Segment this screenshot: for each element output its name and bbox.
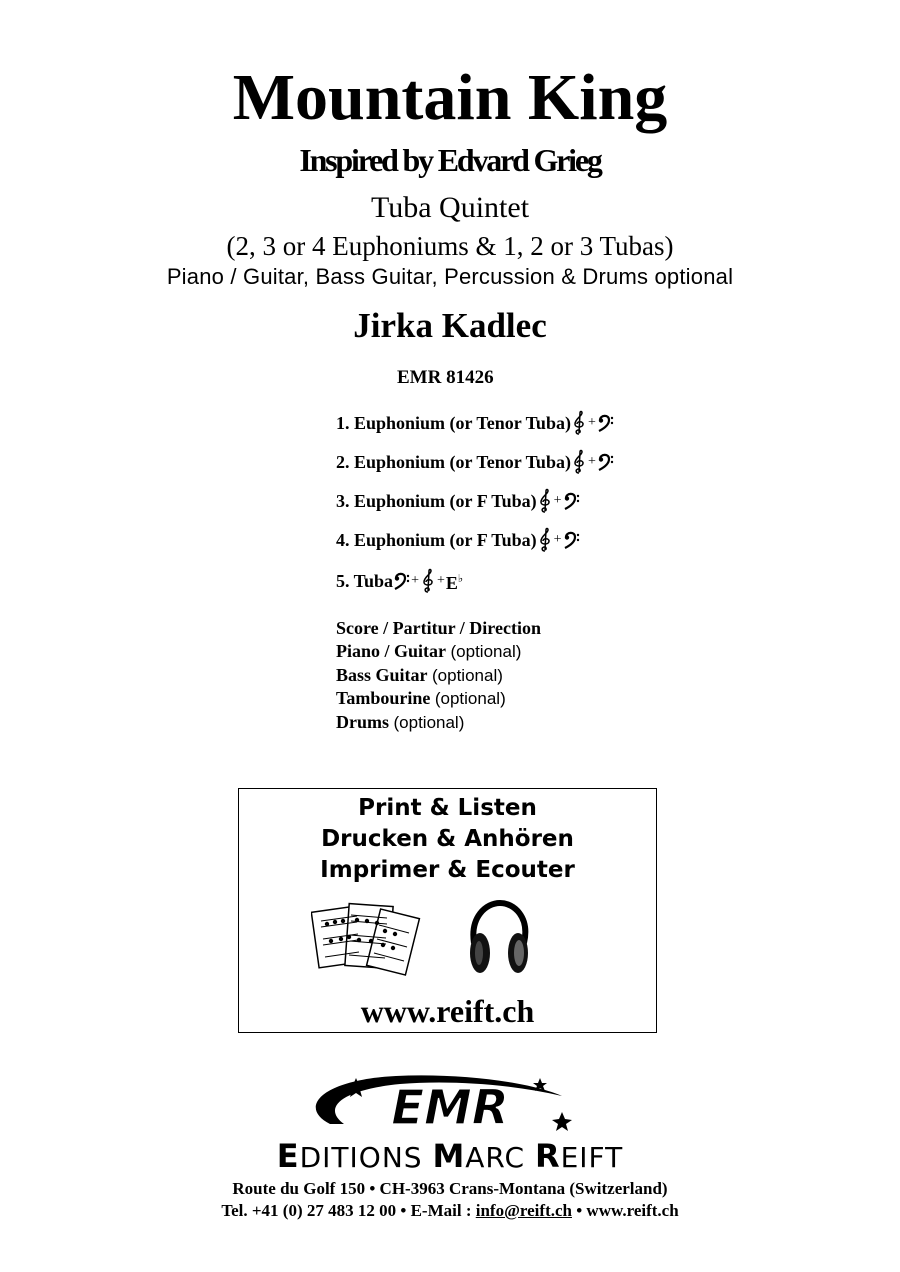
e-flat-letter: E	[445, 573, 458, 593]
bass-clef-icon	[393, 571, 410, 591]
contact-suffix: • www.reift.ch	[571, 1201, 679, 1220]
publisher-initial: M	[432, 1137, 466, 1175]
extras-list	[336, 617, 756, 735]
ensemble: Tuba Quintet	[370, 191, 530, 224]
email-link[interactable]: info@reift.ch	[475, 1201, 572, 1220]
extra-note: (optional)	[432, 665, 503, 685]
treble-clef-icon	[537, 527, 553, 553]
part-item	[336, 449, 614, 475]
extra-label: Score / Partitur / Direction	[336, 618, 541, 638]
plus-sign: +	[436, 573, 445, 588]
part-label: 1. Euphonium (or Tenor Tuba)	[336, 413, 571, 433]
treble-clef-icon	[571, 410, 587, 436]
extra-label: Piano / Guitar	[336, 640, 447, 661]
catalog-number: EMR 81426	[397, 367, 494, 388]
extra-item	[336, 617, 756, 640]
instrumentation: (2, 3 or 4 Euphoniums & 1, 2 or 3 Tubas)	[226, 231, 674, 261]
extra-label: Drums	[336, 712, 389, 733]
publisher-contact	[0, 1200, 900, 1222]
extra-note: (optional)	[393, 713, 465, 733]
composer: Jirka Kadlec	[353, 306, 547, 345]
flat-sign: ♭	[457, 573, 464, 585]
promo-line-french: Imprimer & Ecouter	[320, 857, 575, 883]
optional-instruments: Piano / Guitar, Bass Guitar, Percussion & Drums optional	[166, 264, 734, 289]
treble-clef-icon	[571, 449, 587, 475]
logo-text: EMR	[391, 1080, 509, 1136]
part-label: 5. Tuba	[336, 571, 394, 591]
title: Mountain King	[232, 61, 668, 134]
extra-label: Bass Guitar	[336, 664, 428, 685]
extra-item	[336, 711, 756, 735]
part-label: 3. Euphonium (or F Tuba)	[336, 491, 537, 511]
part-item	[336, 488, 580, 514]
part-label: 2. Euphonium (or Tenor Tuba)	[336, 452, 571, 472]
plus-sign: +	[587, 415, 596, 430]
emr-logo	[300, 1074, 600, 1140]
publisher-address: Route du Golf 150 • CH-3963 Crans-Montana (Switzerland)	[232, 1179, 668, 1198]
plus-sign: +	[553, 532, 562, 547]
publisher-name	[0, 1137, 900, 1175]
bass-clef-icon	[597, 413, 614, 433]
plus-sign: +	[587, 454, 596, 469]
subtitle: Inspired by Edvard Grieg	[299, 142, 601, 178]
publisher-word: DITIONS	[299, 1141, 433, 1174]
promo-url[interactable]: www.reift.ch	[360, 993, 535, 1029]
part-label: 4. Euphonium (or F Tuba)	[336, 530, 537, 550]
promo-line-english: Print & Listen	[358, 795, 537, 821]
part-item	[336, 410, 614, 436]
sheet-music-icon	[311, 899, 423, 979]
extra-item	[336, 640, 756, 664]
print-listen-box	[238, 788, 657, 1033]
bass-clef-icon	[597, 452, 614, 472]
extra-item	[336, 664, 756, 688]
publisher-initial: E	[276, 1137, 300, 1175]
publisher-word: EIFT	[560, 1141, 624, 1174]
contact-prefix: Tel. +41 (0) 27 483 12 00 • E-Mail :	[221, 1201, 476, 1220]
extra-note: (optional)	[434, 689, 506, 709]
promo-line-german: Drucken & Anhören	[321, 826, 574, 852]
extra-item	[336, 687, 756, 711]
treble-clef-icon	[537, 488, 553, 514]
bass-clef-icon	[563, 530, 580, 550]
headphones-icon	[464, 899, 534, 977]
e-flat-label	[446, 566, 463, 596]
plus-sign: +	[553, 493, 562, 508]
extra-note: (optional)	[450, 641, 522, 661]
publisher-initial: R	[534, 1137, 561, 1175]
bass-clef-icon	[563, 491, 580, 511]
treble-clef-icon	[420, 568, 436, 594]
plus-sign: +	[411, 573, 419, 588]
extra-label: Tambourine	[336, 688, 431, 709]
part-item	[336, 566, 463, 596]
part-item	[336, 527, 580, 553]
publisher-word: ARC	[465, 1141, 535, 1174]
